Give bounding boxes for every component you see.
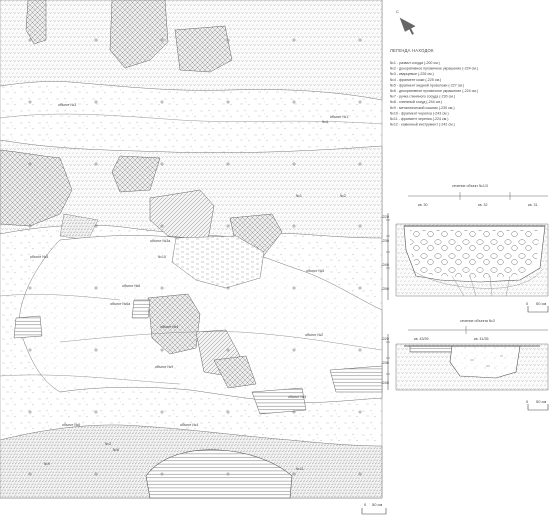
plan-label: объект №6а	[110, 302, 131, 306]
scale-bar-plan	[362, 502, 386, 514]
plan-label: объект №6	[122, 284, 141, 288]
finds-legend	[390, 48, 478, 127]
section-2-depth-3: -240	[381, 380, 390, 385]
plan-label: объект №2	[305, 333, 324, 337]
plan-label: №6	[113, 448, 119, 452]
legend-item: №4 - фрагмент кожи (-225 см.)	[390, 77, 442, 82]
legend-item: №7 - ручка глиняного сосуда (-230 см.)	[390, 94, 456, 99]
section-1-title: сечение объект №1/3	[452, 184, 488, 188]
section-1-depth-4: -250	[381, 286, 390, 291]
scale-bar-section-2	[526, 399, 548, 410]
plan-label: №2	[340, 194, 346, 198]
plan-label: №10	[158, 255, 166, 259]
legend-item: №3 - кварцевые (-226 см.)	[390, 72, 434, 77]
legend-item: №10 - фрагмент черепка (-243 см.)	[390, 111, 449, 116]
plan-label: объект №5	[306, 269, 325, 273]
plan-label: №3	[105, 442, 111, 446]
legend-item: №11 - фрагмент черепка (-224 см.)	[390, 117, 449, 121]
legend-item: №9 - металлический сошник (-230 см.)	[390, 105, 455, 110]
legend-item: №1 - развал сосуда (-200 см.)	[390, 61, 440, 65]
legend-item: №8 - глиняный сосуд (-244 см.)	[390, 100, 443, 105]
legend-item: №6 - декоративное пуговичное украшение (-224 см.)	[390, 89, 479, 93]
scale-label-2: 50 см	[536, 399, 547, 404]
scale-label-1: 50 см	[536, 301, 547, 306]
plan-label: объект №1	[330, 115, 349, 119]
north-arrow	[396, 9, 418, 37]
plan-label: объект №4	[180, 423, 199, 427]
plan-label: объект №3	[58, 103, 77, 107]
plan-label: объект №6	[62, 423, 81, 427]
plan-label: объект №9	[155, 365, 174, 369]
section-1-depth-3: -240	[381, 262, 390, 267]
svg-text:0: 0	[526, 399, 529, 404]
section-2-depth-1: -220	[381, 336, 390, 341]
plan-label: объект №5	[288, 395, 307, 399]
section-2	[381, 319, 548, 390]
section-1-depth-2: -230	[381, 238, 390, 243]
legend-item: №5 - фрагмент медной проволоки (-227 см.)	[390, 83, 465, 88]
scale-bar-section-1	[526, 301, 548, 312]
plan-label: №1	[296, 194, 302, 198]
svg-text:0: 0	[364, 502, 367, 507]
section-1	[381, 184, 548, 300]
section-2-title: сечение объекта №3	[460, 319, 495, 323]
section-1-label-1: кв. 30	[418, 203, 428, 207]
plan-label: №11	[296, 467, 304, 471]
plan-label: №9	[44, 462, 50, 466]
section-2-depth-2: -230	[381, 360, 390, 365]
scale-label-3: 50 см	[372, 502, 383, 507]
legend-title: ЛЕГЕНДА НАХОДОК	[390, 48, 434, 53]
section-2-label-2: кв. 41/35	[474, 337, 489, 341]
legend-item: №12 - каменный инструмент (-242 см.)	[390, 122, 455, 127]
svg-text:0: 0	[526, 301, 529, 306]
plan-label: №4	[322, 120, 328, 124]
section-2-label-1: кв. 43/39	[414, 337, 429, 341]
legend-item: №2 - декоративное пуговичное украшение (-224 см.)	[390, 66, 479, 71]
plan-label: объект №3а	[150, 239, 171, 243]
plan-label: объект №4	[160, 325, 179, 329]
plan-label: объект №5	[30, 255, 49, 259]
section-1-depth-1: -220	[381, 214, 390, 219]
section-1-label-3: кв. 31	[528, 203, 538, 207]
section-1-label-2: кв. 32	[478, 203, 488, 207]
north-label: С	[396, 9, 399, 14]
